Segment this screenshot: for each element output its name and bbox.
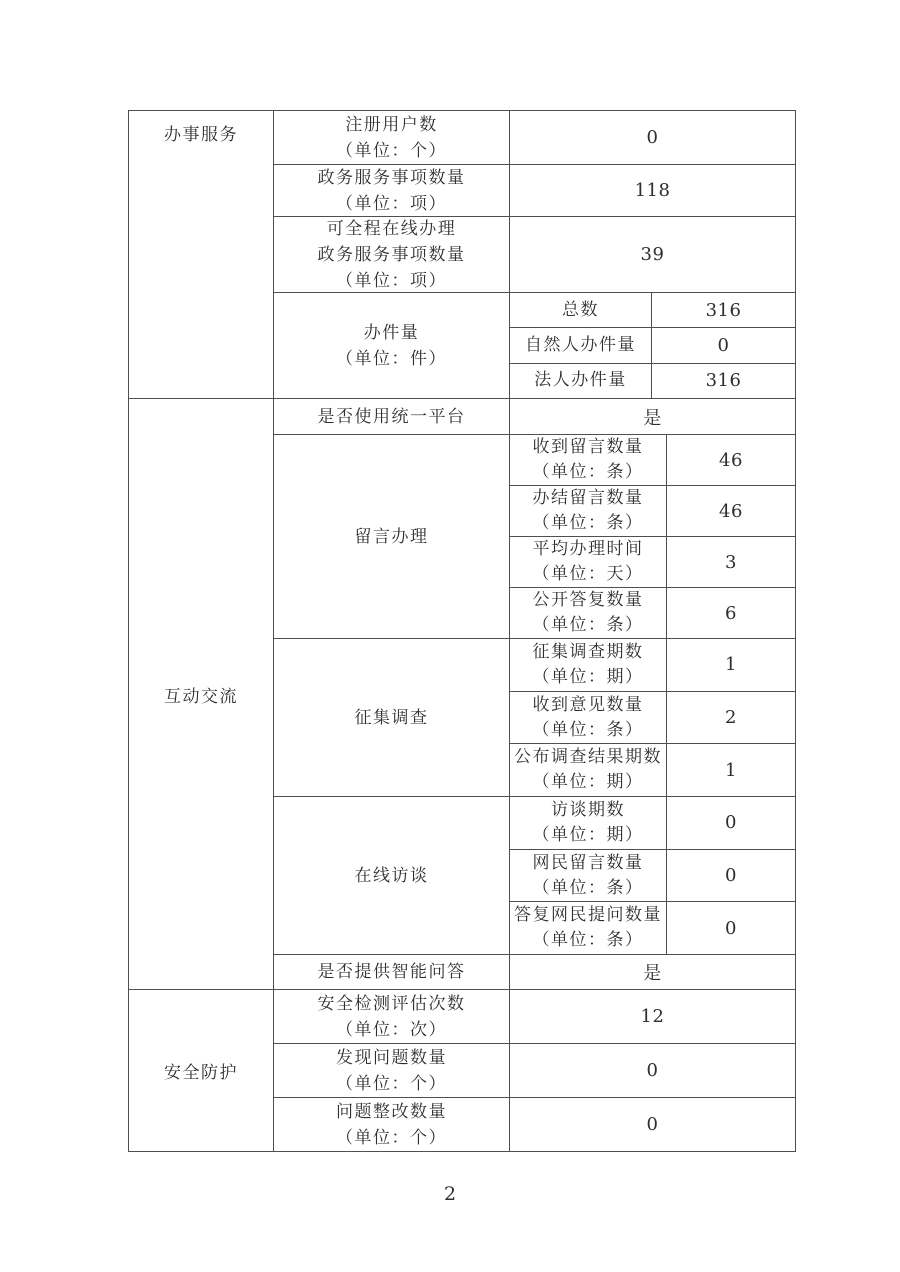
sub-label: 平均办理时间 bbox=[532, 539, 644, 559]
sub-unit: （单位：条） bbox=[532, 930, 644, 951]
item-unit: （单位：个） bbox=[336, 1127, 447, 1148]
sub-value: 0 bbox=[725, 865, 737, 886]
table-row bbox=[274, 399, 795, 434]
group-label-cell bbox=[274, 293, 510, 398]
sub-label-cell bbox=[510, 850, 667, 902]
sub-unit: （单位：条） bbox=[532, 719, 644, 740]
group-label: 在线访谈 bbox=[354, 865, 429, 886]
sub-row bbox=[510, 743, 795, 796]
sub-row bbox=[510, 293, 795, 327]
table-group-row bbox=[274, 292, 795, 398]
item-label: 是否使用统一平台 bbox=[317, 406, 466, 427]
sub-label-cell bbox=[510, 588, 667, 638]
sub-value: 0 bbox=[717, 334, 730, 356]
item-label-cell bbox=[274, 399, 510, 434]
section-label: 互动交流 bbox=[129, 399, 274, 989]
group-subs bbox=[510, 435, 795, 638]
sub-label-cell bbox=[510, 639, 667, 691]
sub-row bbox=[510, 691, 795, 744]
sub-row bbox=[510, 901, 795, 954]
table-group-row bbox=[274, 638, 795, 796]
sub-label: 访谈期数 bbox=[551, 799, 625, 820]
item-label: 政务服务事项数量 bbox=[317, 167, 466, 188]
sub-value: 0 bbox=[725, 917, 737, 939]
sub-label: 公开答复数量 bbox=[532, 590, 644, 610]
sub-unit: （单位：期） bbox=[532, 772, 644, 793]
sub-label: 网民留言数量 bbox=[532, 852, 644, 873]
section-body bbox=[274, 990, 795, 1151]
table-row bbox=[274, 1043, 795, 1097]
section-label: 办事服务 bbox=[129, 111, 274, 398]
sub-unit: （单位：期） bbox=[532, 824, 644, 845]
group-subs bbox=[510, 797, 795, 954]
sub-label: 总数 bbox=[562, 299, 599, 320]
sub-value: 316 bbox=[705, 299, 742, 321]
group-label: 办件量 bbox=[363, 322, 420, 343]
sub-label: 答复网民提问数量 bbox=[514, 905, 662, 926]
section-interaction bbox=[129, 398, 795, 989]
table-row bbox=[274, 111, 795, 164]
item-label-cell bbox=[274, 1098, 510, 1151]
sub-row bbox=[510, 435, 795, 485]
sub-unit: （单位：期） bbox=[532, 666, 644, 687]
item-label-cell bbox=[274, 990, 510, 1043]
sub-unit: （单位：条） bbox=[532, 513, 644, 533]
sub-row bbox=[510, 587, 795, 638]
sub-label-cell bbox=[510, 797, 667, 849]
item-value: 12 bbox=[640, 1006, 665, 1027]
item-value: 0 bbox=[646, 1060, 659, 1081]
item-value: 118 bbox=[634, 180, 671, 201]
sub-label-cell bbox=[510, 537, 667, 587]
group-subs bbox=[510, 293, 795, 398]
item-label: 注册用户数 bbox=[345, 114, 438, 135]
sub-label: 收到留言数量 bbox=[532, 437, 644, 457]
sub-unit: （单位：天） bbox=[532, 564, 644, 584]
item-label-line2: 政务服务事项数量 bbox=[317, 244, 466, 265]
sub-row bbox=[510, 849, 795, 902]
item-label: 安全检测评估次数 bbox=[317, 993, 466, 1014]
group-subs bbox=[510, 639, 795, 796]
sub-label-cell bbox=[510, 486, 667, 536]
item-value: 是 bbox=[643, 407, 662, 429]
sub-value: 3 bbox=[725, 551, 737, 573]
item-label: 发现问题数量 bbox=[336, 1047, 447, 1068]
group-label-cell bbox=[274, 435, 510, 638]
section-body bbox=[274, 111, 795, 398]
sub-value: 46 bbox=[719, 500, 743, 522]
item-label-cell bbox=[274, 1044, 510, 1097]
section-label: 安全防护 bbox=[129, 990, 274, 1151]
section-body bbox=[274, 399, 795, 989]
item-value: 39 bbox=[640, 244, 665, 265]
item-unit: （单位：项） bbox=[336, 193, 447, 214]
item-label-cell bbox=[274, 111, 510, 164]
sub-label-cell bbox=[510, 744, 667, 796]
page-number: 2 bbox=[443, 1183, 457, 1205]
item-label: 可全程在线办理 bbox=[326, 218, 457, 239]
table-row bbox=[274, 216, 795, 292]
group-unit: （单位：件） bbox=[336, 348, 447, 369]
sub-label-cell bbox=[510, 902, 667, 954]
sub-label-cell bbox=[510, 692, 667, 744]
group-label-cell bbox=[274, 797, 510, 954]
section-service bbox=[129, 111, 795, 398]
item-label-cell bbox=[274, 955, 510, 989]
table-row bbox=[274, 164, 795, 216]
sub-value: 6 bbox=[725, 602, 737, 624]
sub-row bbox=[510, 327, 795, 362]
sub-label: 征集调查期数 bbox=[532, 641, 644, 662]
group-label-cell bbox=[274, 639, 510, 796]
sub-row bbox=[510, 536, 795, 587]
sub-label: 法人办件量 bbox=[534, 370, 627, 391]
item-unit: （单位：次） bbox=[336, 1019, 447, 1040]
sub-label-cell bbox=[510, 364, 652, 398]
sub-label: 公布调查结果期数 bbox=[514, 747, 662, 768]
item-value: 0 bbox=[646, 127, 659, 148]
sub-value: 2 bbox=[725, 707, 737, 728]
sub-unit: （单位：条） bbox=[532, 615, 644, 635]
sub-value: 1 bbox=[725, 759, 737, 781]
group-label: 征集调查 bbox=[354, 707, 429, 728]
table-group-row bbox=[274, 434, 795, 638]
sub-label: 自然人办件量 bbox=[525, 334, 636, 355]
sub-row bbox=[510, 485, 795, 536]
table-row bbox=[274, 954, 795, 989]
sub-label: 办结留言数量 bbox=[532, 488, 644, 508]
group-label: 留言办理 bbox=[354, 526, 429, 547]
sub-row bbox=[510, 363, 795, 398]
sub-label: 收到意见数量 bbox=[532, 694, 644, 715]
sub-value: 46 bbox=[719, 449, 743, 471]
table-group-row bbox=[274, 796, 795, 954]
section-security bbox=[129, 989, 795, 1151]
table-row bbox=[274, 990, 795, 1043]
item-label: 是否提供智能问答 bbox=[317, 962, 466, 982]
sub-label-cell bbox=[510, 293, 652, 327]
item-value: 是 bbox=[643, 963, 662, 984]
item-unit: （单位：个） bbox=[336, 1073, 447, 1094]
item-unit: （单位：项） bbox=[336, 270, 447, 291]
item-value: 0 bbox=[646, 1114, 659, 1135]
sub-row bbox=[510, 797, 795, 849]
sub-label-cell bbox=[510, 435, 667, 485]
item-unit: （单位：个） bbox=[336, 140, 447, 161]
sub-row bbox=[510, 639, 795, 691]
sub-unit: （单位：条） bbox=[532, 877, 644, 898]
sub-value: 1 bbox=[725, 654, 737, 676]
table-row bbox=[274, 1097, 795, 1151]
report-table bbox=[128, 110, 796, 1152]
sub-unit: （单位：条） bbox=[532, 462, 644, 482]
sub-value: 316 bbox=[705, 370, 742, 392]
item-label-cell bbox=[274, 165, 510, 216]
item-label-cell bbox=[274, 217, 510, 292]
sub-value: 0 bbox=[725, 812, 737, 834]
sub-label-cell bbox=[510, 328, 652, 362]
item-label: 问题整改数量 bbox=[336, 1101, 447, 1122]
